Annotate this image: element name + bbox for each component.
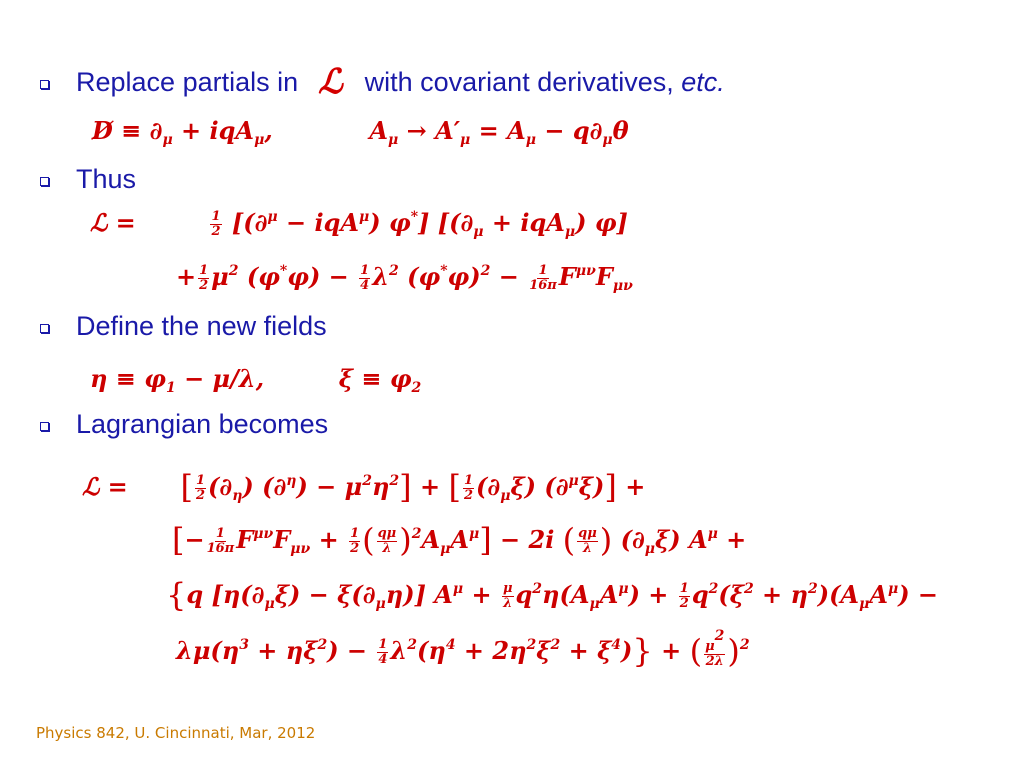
bullet-text-etc: etc.	[681, 66, 725, 97]
equation-lagrangian-becomes-1: ℒ = [ $\frac{1}{2}$ $(\partial_\eta) (\partial^\eta) - \mu^2\eta^2$] + [ $\frac{1}{2}$ $(\partial_\mu\xi) (\partial^\mu\xi)$] +	[82, 468, 646, 506]
bullet-define-fields	[40, 311, 327, 342]
hollow-square-bullet-icon	[40, 80, 49, 89]
hollow-square-bullet-icon	[40, 324, 49, 333]
footer: Physics 842, U. Cincinnati, Mar, 2012	[36, 724, 316, 742]
bullet-text: Define the new fields	[76, 311, 327, 341]
equation-lagrangian-thus-1: ℒ = $\frac{1}{2}$ [(∂$^\mu$ − iqA$^\mu$) φ*] [$(\partial_\mu + iqA_\mu)$ φ]	[90, 208, 628, 240]
bullet-replace-partials	[40, 62, 725, 102]
equation-new-fields: $\eta \equiv \varphi_1 - \mu/\lambda$, $\xi \equiv \varphi_2$	[90, 364, 422, 396]
bullet-lagrangian-becomes	[40, 409, 328, 440]
lagrangian-symbol: ℒ	[318, 62, 343, 102]
bullet-text: Replace partials in	[76, 66, 299, 97]
hollow-square-bullet-icon	[40, 422, 49, 431]
equation-lagrangian-becomes-2: [− $\frac{1}{16\pi}$ $F^{\mu\nu}F_{\mu\nu}$ + $\frac{1}{2}$ ( $\frac{q\mu}{\lambda}$ )$^2A_\mu A^\mu] - 2i$ ( $\frac{q\mu}{\lambda}$ ) $(\partial_\mu\xi) A^\mu$ +	[172, 521, 747, 559]
bullet-text: Lagrangian becomes	[76, 409, 329, 439]
equation-lagrangian-becomes-4: $\lambda\mu(\eta^3 + \eta\xi^2)$ − $\frac{1}{4}$ $\lambda^2(\eta^4 + 2\eta^2\xi^2 + \xi^4)$} + ( $\frac{\mu^2}{2\lambda}$ )$^2$	[176, 628, 750, 670]
equation-lagrangian-becomes-3: {q $[\eta(\partial_\mu\xi) - \xi(\partial_\mu\eta)] A^\mu$ + $\frac{\mu}{\lambda}$ $q^2\eta(A_\mu A^\mu)$ + $\frac{1}{2}$ $q^2(\xi^2 + \eta^2)(A_\mu A^\mu)$ −	[166, 576, 939, 614]
equation-lagrangian-thus-2: + $\frac{1}{2}$ $\mu^2$ (φ*φ) − $\frac{1}{4}$ $\lambda^2$ $(\varphi^*\varphi)^2$ − $\frac{1}{16\pi}$ $F^{\mu\nu}F_{\mu\nu}$	[176, 262, 633, 294]
equation-covariant-derivative: D̸ ≡ $\partial_\mu + iqA_\mu$, $A_\mu \to A'_\mu = A_\mu - q\partial_\mu\theta$	[92, 116, 629, 148]
hollow-square-bullet-icon	[40, 177, 49, 186]
bullet-thus	[40, 164, 136, 195]
bullet-text: Thus	[76, 164, 137, 194]
bullet-text-rest: with covariant derivatives,	[364, 66, 674, 97]
